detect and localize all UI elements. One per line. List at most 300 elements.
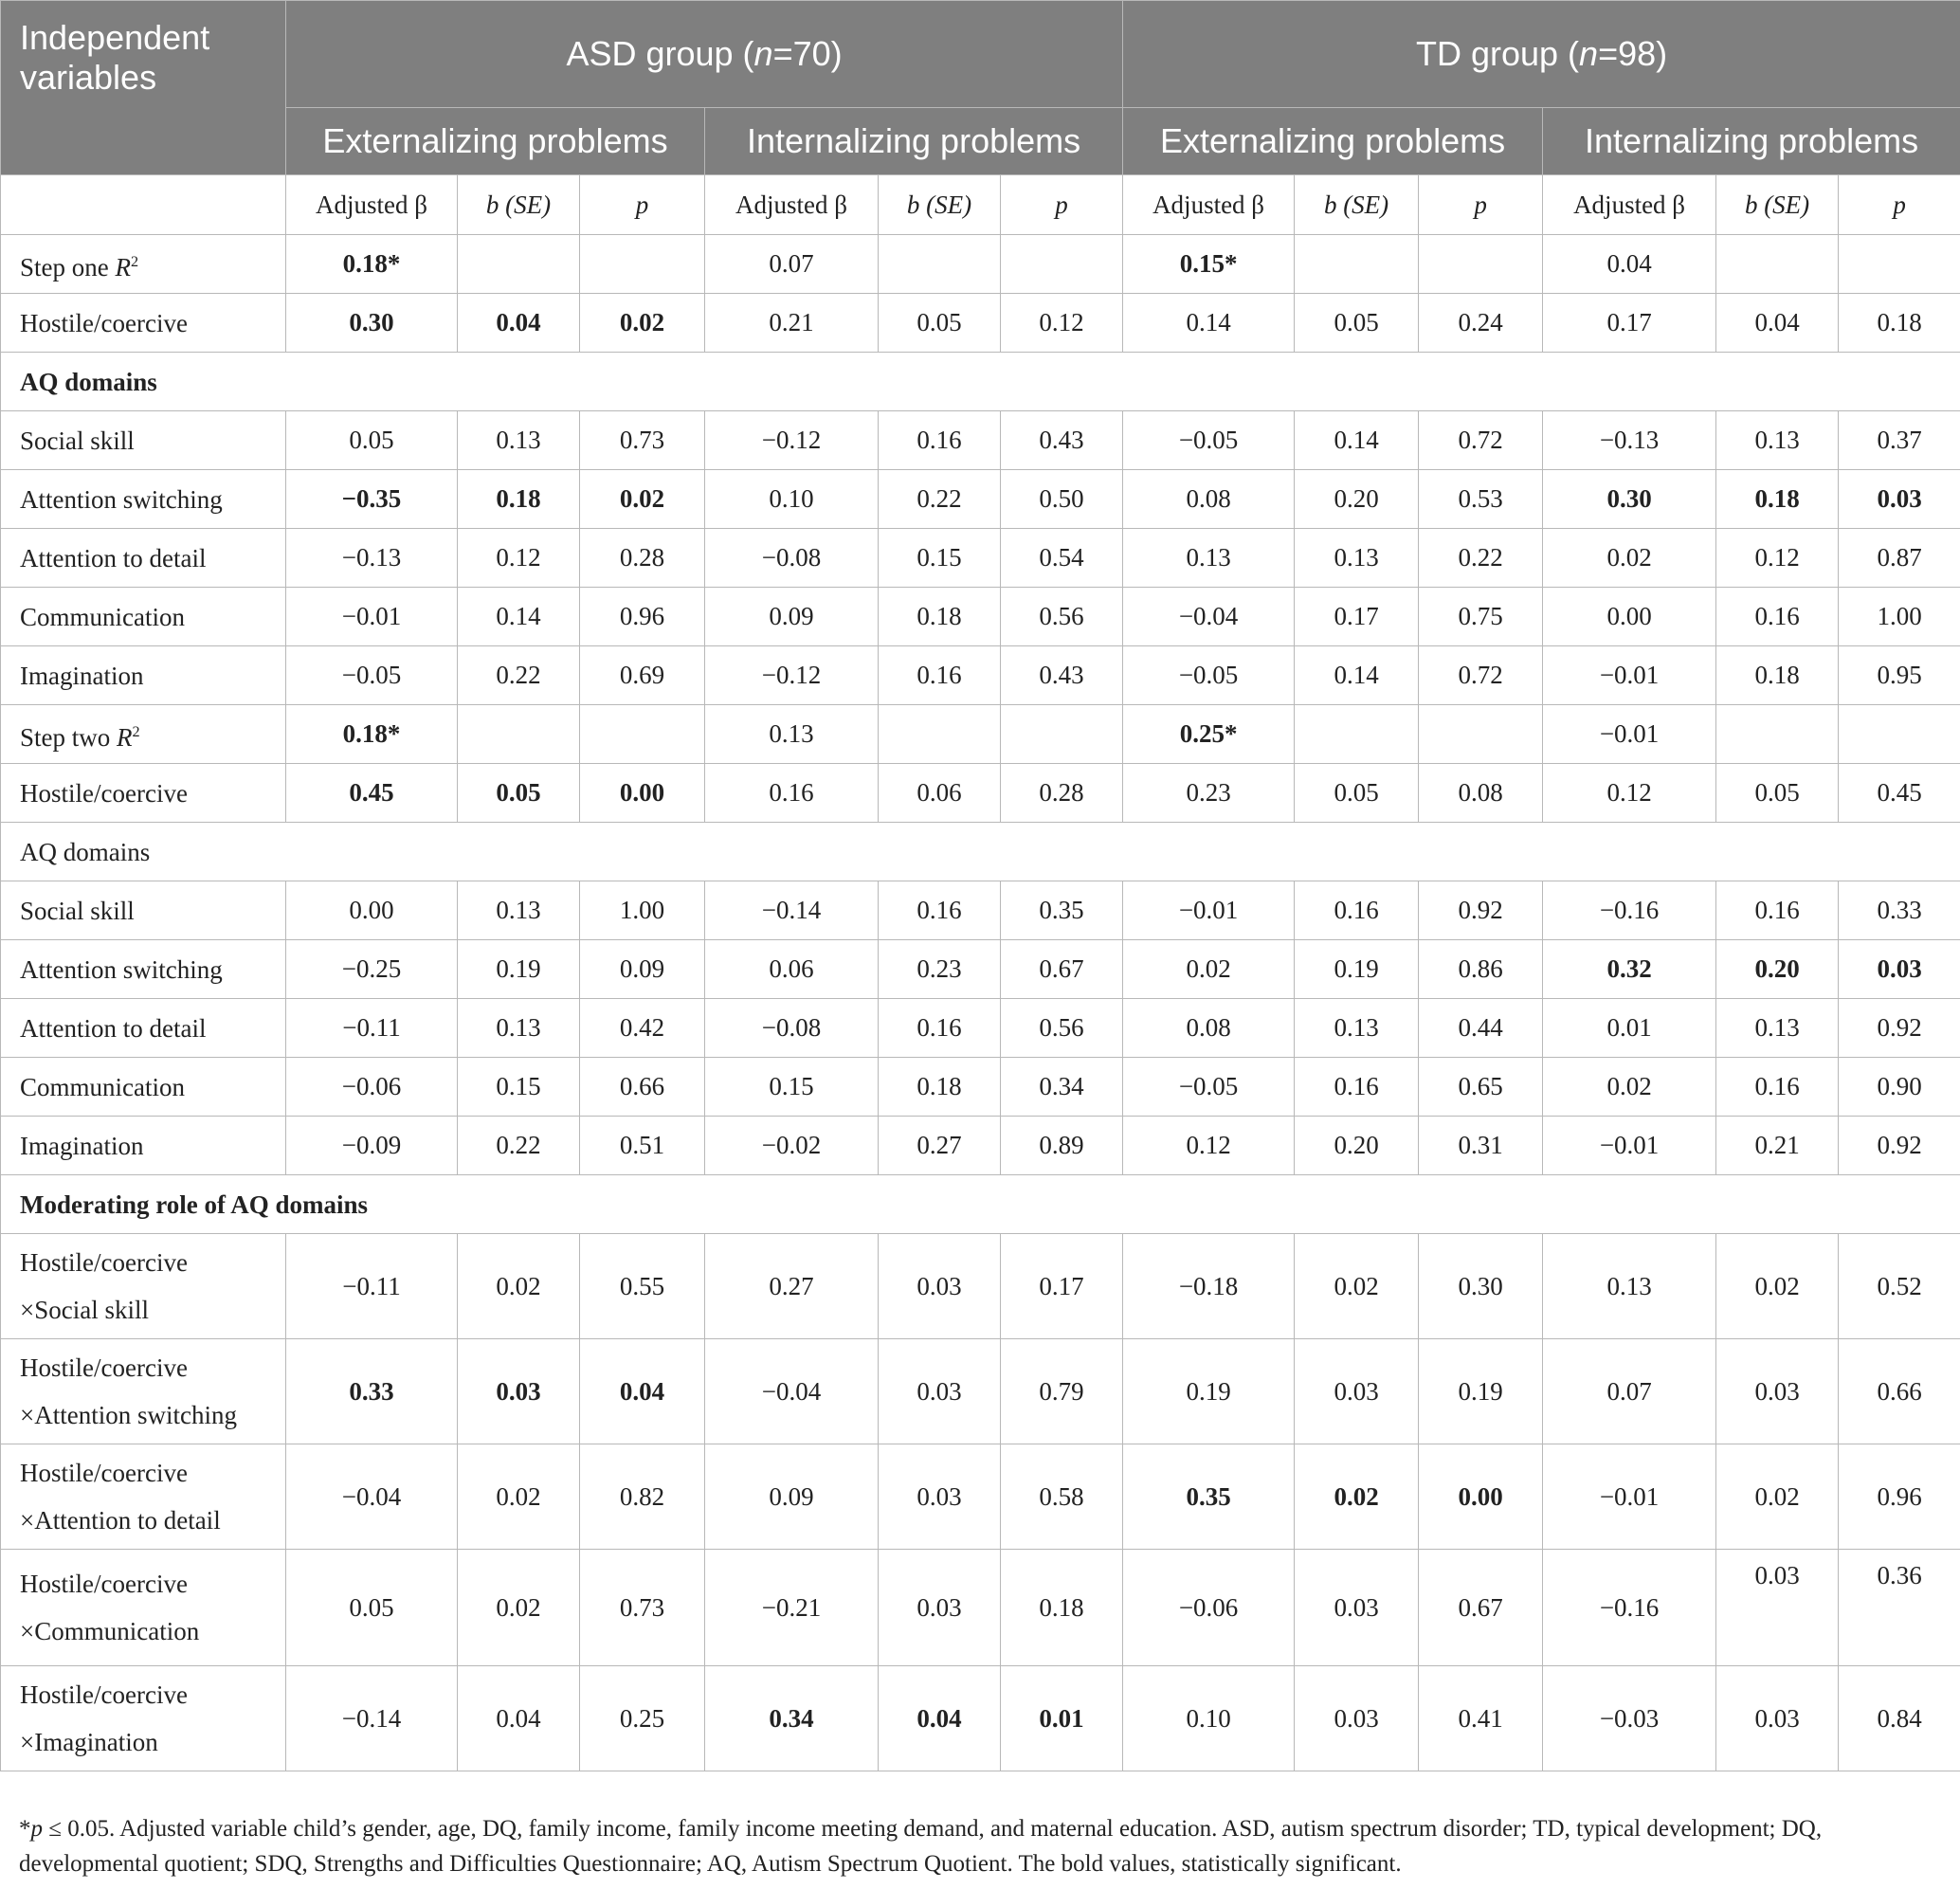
cell-asd-int-b-se: 0.16 [879,646,1001,705]
cell-td-int-b-se: 0.13 [1716,999,1839,1058]
cell-asd-ext-b-se [458,235,580,294]
table-row-social-1 [1,411,1960,470]
cell-td-int-beta: −0.16 [1543,881,1716,940]
cell-asd-ext-p: 0.51 [580,1117,705,1175]
cell-td-ext-b-se: 0.03 [1295,1666,1419,1771]
cell-asd-ext-beta: −0.06 [286,1058,458,1117]
cell-asd-ext-p [580,705,705,764]
table-row-moderating [1,1175,1960,1234]
cell-asd-ext-b-se: 0.19 [458,940,580,999]
cell-asd-int-p: 0.35 [1001,881,1123,940]
table-row-attn-detail-1 [1,529,1960,588]
cell-asd-ext-beta: 0.18* [286,235,458,294]
cell-asd-ext-p: 0.42 [580,999,705,1058]
cell-asd-ext-beta: 0.18* [286,705,458,764]
col-b-se: b (SE) [1295,175,1419,235]
table-row-attn-switch-1 [1,470,1960,529]
cell-td-ext-b-se: 0.17 [1295,588,1419,646]
row-label [1,1234,286,1339]
cell-td-ext-p: 0.24 [1419,294,1543,353]
cell-td-ext-beta: 0.08 [1123,470,1295,529]
cell-asd-ext-p: 1.00 [580,881,705,940]
cell-td-int-p: 0.84 [1839,1666,1960,1771]
cell-asd-ext-p: 0.69 [580,646,705,705]
table-row-aq-domains-2 [1,823,1960,881]
cell-asd-ext-beta: −0.05 [286,646,458,705]
cell-td-int-p: 0.95 [1839,646,1960,705]
table-row-attn-detail-2 [1,999,1960,1058]
cell-asd-int-b-se: 0.27 [879,1117,1001,1175]
cell-asd-ext-p: 0.00 [580,764,705,823]
row-label-line-2: ×Attention switching [20,1401,237,1429]
cell-td-int-p: 0.92 [1839,1117,1960,1175]
cell-asd-ext-beta: −0.04 [286,1444,458,1550]
cell-td-int-beta: 0.12 [1543,764,1716,823]
cell-asd-int-beta: 0.27 [705,1234,879,1339]
cell-td-ext-beta: −0.05 [1123,1058,1295,1117]
table-row-aq-domains-1 [1,353,1960,411]
cell-asd-ext-p: 0.09 [580,940,705,999]
cell-asd-int-b-se: 0.15 [879,529,1001,588]
asd-group-label: ASD group (n=70) [566,34,843,73]
row-label: Social skill [1,411,286,470]
row-label-line-1: Hostile/coercive [20,1680,188,1709]
cell-td-ext-beta: −0.18 [1123,1234,1295,1339]
cell-asd-int-beta: −0.04 [705,1339,879,1444]
table-row-comm-1 [1,588,1960,646]
asd-internalizing-header: Internalizing problems [705,108,1123,175]
cell-td-ext-b-se: 0.20 [1295,470,1419,529]
cell-asd-int-beta: −0.12 [705,646,879,705]
cell-asd-ext-b-se: 0.02 [458,1234,580,1339]
cell-td-ext-p: 0.75 [1419,588,1543,646]
cell-asd-int-p: 0.56 [1001,999,1123,1058]
cell-asd-ext-b-se: 0.13 [458,881,580,940]
cell-td-ext-p [1419,705,1543,764]
cell-asd-int-beta: −0.12 [705,411,879,470]
cell-td-ext-b-se: 0.14 [1295,646,1419,705]
cell-asd-ext-p: 0.25 [580,1666,705,1771]
cell-asd-int-beta: 0.34 [705,1666,879,1771]
cell-td-ext-beta: 0.10 [1123,1666,1295,1771]
cell-td-ext-beta: 0.23 [1123,764,1295,823]
cell-asd-ext-beta: −0.35 [286,470,458,529]
row-label: Imagination [1,646,286,705]
cell-td-int-b-se: 0.16 [1716,1058,1839,1117]
cell-asd-ext-beta: −0.13 [286,529,458,588]
row-label-line-2: ×Social skill [20,1296,149,1324]
cell-td-int-p: 0.37 [1839,411,1960,470]
table-row-x-social [1,1234,1960,1339]
cell-asd-int-p: 0.18 [1001,1550,1123,1666]
cell-td-int-b-se: 0.02 [1716,1444,1839,1550]
column-header-row [1,175,1960,235]
cell-td-int-b-se: 0.18 [1716,646,1839,705]
row-label-line-1: Hostile/coercive [20,1353,188,1382]
col-p: p [1001,175,1123,235]
cell-asd-int-beta: 0.09 [705,588,879,646]
cell-td-ext-p: 0.65 [1419,1058,1543,1117]
cell-td-int-beta: 0.01 [1543,999,1716,1058]
cell-td-int-beta: 0.04 [1543,235,1716,294]
cell-td-int-beta: −0.13 [1543,411,1716,470]
cell-td-int-b-se: 0.18 [1716,470,1839,529]
cell-asd-int-beta: 0.06 [705,940,879,999]
cell-asd-int-b-se: 0.16 [879,411,1001,470]
cell-asd-ext-beta: 0.00 [286,881,458,940]
cell-asd-int-b-se: 0.03 [879,1550,1001,1666]
cell-td-int-p: 0.03 [1839,940,1960,999]
cell-td-int-beta: 0.02 [1543,529,1716,588]
td-externalizing-header: Externalizing problems [1123,108,1543,175]
cell-td-ext-b-se: 0.03 [1295,1550,1419,1666]
cell-td-int-p: 0.33 [1839,881,1960,940]
cell-td-ext-b-se: 0.02 [1295,1234,1419,1339]
td-group-label: TD group (n=98) [1415,34,1668,73]
cell-td-ext-beta: 0.13 [1123,529,1295,588]
cell-asd-int-b-se [879,235,1001,294]
cell-td-int-b-se: 0.16 [1716,588,1839,646]
cell-asd-int-beta: 0.10 [705,470,879,529]
cell-td-int-beta: 0.17 [1543,294,1716,353]
cell-asd-int-b-se: 0.18 [879,588,1001,646]
cell-asd-ext-b-se [458,705,580,764]
cell-asd-ext-beta: −0.01 [286,588,458,646]
cell-td-int-b-se: 0.16 [1716,881,1839,940]
cell-td-ext-b-se: 0.13 [1295,999,1419,1058]
table-row-x-attn-detail [1,1444,1960,1550]
row-label-line-1: Hostile/coercive [20,1459,188,1487]
col-p: p [1419,175,1543,235]
cell-td-ext-beta: 0.14 [1123,294,1295,353]
cell-asd-int-p: 0.28 [1001,764,1123,823]
cell-td-ext-beta: −0.01 [1123,881,1295,940]
cell-td-int-p: 0.03 [1839,470,1960,529]
col-adjusted-beta: Adjusted β [1123,175,1295,235]
cell-td-int-p: 1.00 [1839,588,1960,646]
cell-asd-int-beta: 0.16 [705,764,879,823]
cell-td-int-beta: −0.01 [1543,705,1716,764]
row-label-line-2: ×Attention to detail [20,1506,221,1535]
row-label-line-1: Hostile/coercive [20,1248,188,1277]
r2-label: Step one $R^2$ [20,252,139,282]
cell-asd-int-beta: 0.07 [705,235,879,294]
cell-asd-int-p: 0.79 [1001,1339,1123,1444]
row-label [1,1550,286,1666]
cell-td-ext-beta: 0.02 [1123,940,1295,999]
cell-asd-ext-p: 0.66 [580,1058,705,1117]
cell-asd-ext-beta: 0.05 [286,411,458,470]
row-label: Attention switching [1,940,286,999]
cell-td-ext-beta: 0.15* [1123,235,1295,294]
cell-asd-int-b-se: 0.18 [879,1058,1001,1117]
cell-asd-ext-beta: −0.09 [286,1117,458,1175]
row-label-line-2: ×Communication [20,1617,200,1645]
cell-td-ext-p: 0.19 [1419,1339,1543,1444]
cell-td-ext-p: 0.72 [1419,646,1543,705]
cell-td-int-p [1839,235,1960,294]
cell-td-int-p: 0.90 [1839,1058,1960,1117]
cell-asd-int-p: 0.43 [1001,646,1123,705]
row-label [1,1666,286,1771]
cell-td-ext-b-se: 0.20 [1295,1117,1419,1175]
cell-td-ext-beta: 0.25* [1123,705,1295,764]
cell-asd-int-beta: −0.02 [705,1117,879,1175]
cell-td-int-b-se: 0.12 [1716,529,1839,588]
cell-asd-int-beta: −0.08 [705,529,879,588]
cell-asd-int-b-se: 0.04 [879,1666,1001,1771]
row-label: Hostile/coercive [1,764,286,823]
cell-asd-ext-p: 0.02 [580,294,705,353]
cell-asd-ext-b-se: 0.22 [458,1117,580,1175]
cell-asd-ext-p: 0.73 [580,1550,705,1666]
table-row-imag-2 [1,1117,1960,1175]
cell-td-int-b-se: 0.03 [1716,1339,1839,1444]
cell-td-ext-beta: −0.05 [1123,646,1295,705]
row-label: Communication [1,1058,286,1117]
cell-asd-int-p [1001,235,1123,294]
cell-asd-ext-b-se: 0.22 [458,646,580,705]
cell-td-ext-p: 0.08 [1419,764,1543,823]
table-row-hostile-2 [1,764,1960,823]
cell-td-int-b-se: 0.21 [1716,1117,1839,1175]
cell-asd-int-beta: −0.08 [705,999,879,1058]
cell-asd-ext-b-se: 0.05 [458,764,580,823]
cell-td-ext-p: 0.67 [1419,1550,1543,1666]
cell-asd-int-p: 0.12 [1001,294,1123,353]
cell-asd-int-p: 0.54 [1001,529,1123,588]
cell-td-ext-p [1419,235,1543,294]
row-label [1,1444,286,1550]
table-row-step-one-r2 [1,235,1960,294]
cell-td-int-beta: −0.01 [1543,1444,1716,1550]
cell-td-ext-p: 0.72 [1419,411,1543,470]
cell-asd-ext-beta: 0.33 [286,1339,458,1444]
row-label: Attention to detail [1,529,286,588]
cell-asd-int-p: 0.56 [1001,588,1123,646]
table-row-social-2 [1,881,1960,940]
cell-asd-int-beta: 0.15 [705,1058,879,1117]
col-b-se: b (SE) [1716,175,1839,235]
cell-td-ext-b-se: 0.14 [1295,411,1419,470]
col-p: p [580,175,705,235]
cell-asd-ext-b-se: 0.04 [458,294,580,353]
cell-asd-int-b-se: 0.23 [879,940,1001,999]
cell-asd-ext-b-se: 0.18 [458,470,580,529]
cell-td-int-p [1839,705,1960,764]
row-label: Attention switching [1,470,286,529]
cell-asd-ext-b-se: 0.02 [458,1444,580,1550]
table-row-hostile-1 [1,294,1960,353]
table-row-imag-1 [1,646,1960,705]
cell-asd-int-p: 0.67 [1001,940,1123,999]
cell-asd-int-b-se: 0.16 [879,881,1001,940]
cell-td-int-beta: 0.02 [1543,1058,1716,1117]
cell-asd-int-b-se: 0.03 [879,1444,1001,1550]
row-label-line-1: Hostile/coercive [20,1570,188,1598]
cell-asd-ext-p: 0.55 [580,1234,705,1339]
independent-variables-header: Independent variables [1,1,286,175]
cell-td-int-beta: −0.01 [1543,646,1716,705]
cell-td-ext-b-se: 0.05 [1295,294,1419,353]
col-b-se: b (SE) [879,175,1001,235]
cell-asd-int-b-se: 0.22 [879,470,1001,529]
cell-asd-ext-p [580,235,705,294]
cell-asd-int-beta: 0.21 [705,294,879,353]
cell-td-int-beta: 0.32 [1543,940,1716,999]
cell-asd-int-p [1001,705,1123,764]
cell-td-int-p: 0.87 [1839,529,1960,588]
cell-td-ext-p: 0.22 [1419,529,1543,588]
cell-asd-ext-p: 0.73 [580,411,705,470]
cell-td-int-b-se: 0.03 [1716,1550,1839,1666]
cell-td-ext-b-se: 0.03 [1295,1339,1419,1444]
col-adjusted-beta: Adjusted β [286,175,458,235]
cell-td-int-p: 0.18 [1839,294,1960,353]
row-label [1,705,286,764]
col-adjusted-beta: Adjusted β [1543,175,1716,235]
cell-td-ext-beta: −0.05 [1123,411,1295,470]
table-row-x-comm [1,1550,1960,1666]
cell-asd-int-p: 0.01 [1001,1666,1123,1771]
empty-cell [1,175,286,235]
cell-td-ext-b-se: 0.13 [1295,529,1419,588]
cell-td-int-b-se [1716,235,1839,294]
row-label-line-2: ×Imagination [20,1728,158,1756]
cell-asd-ext-b-se: 0.13 [458,411,580,470]
cell-asd-int-beta: −0.21 [705,1550,879,1666]
cell-asd-ext-beta: 0.05 [286,1550,458,1666]
row-label: Social skill [1,881,286,940]
cell-asd-int-beta: −0.14 [705,881,879,940]
cell-td-ext-p: 0.00 [1419,1444,1543,1550]
cell-td-int-b-se: 0.04 [1716,294,1839,353]
cell-td-ext-b-se: 0.16 [1295,881,1419,940]
cell-td-int-p: 0.66 [1839,1339,1960,1444]
cell-asd-int-p: 0.43 [1001,411,1123,470]
cell-td-ext-p: 0.86 [1419,940,1543,999]
cell-td-int-b-se: 0.03 [1716,1666,1839,1771]
row-label: Hostile/coercive [1,294,286,353]
cell-asd-ext-b-se: 0.02 [458,1550,580,1666]
cell-td-int-beta: 0.00 [1543,588,1716,646]
cell-asd-int-beta: 0.09 [705,1444,879,1550]
cell-td-ext-p: 0.31 [1419,1117,1543,1175]
cell-td-int-b-se: 0.05 [1716,764,1839,823]
asd-group-header [286,1,1123,108]
cell-td-ext-b-se [1295,705,1419,764]
cell-td-int-beta: −0.03 [1543,1666,1716,1771]
cell-td-int-p: 0.96 [1839,1444,1960,1550]
row-label: Communication [1,588,286,646]
cell-asd-ext-p: 0.28 [580,529,705,588]
td-internalizing-header: Internalizing problems [1543,108,1960,175]
cell-asd-int-p: 0.34 [1001,1058,1123,1117]
cell-td-int-beta: 0.07 [1543,1339,1716,1444]
cell-td-int-b-se [1716,705,1839,764]
cell-td-int-b-se: 0.13 [1716,411,1839,470]
table-row-x-attn-switch [1,1339,1960,1444]
cell-td-int-p: 0.92 [1839,999,1960,1058]
table-row-comm-2 [1,1058,1960,1117]
cell-td-ext-beta: 0.19 [1123,1339,1295,1444]
cell-td-int-beta: 0.30 [1543,470,1716,529]
cell-asd-ext-p: 0.02 [580,470,705,529]
cell-td-ext-b-se: 0.05 [1295,764,1419,823]
cell-asd-int-b-se: 0.03 [879,1339,1001,1444]
col-adjusted-beta: Adjusted β [705,175,879,235]
asd-externalizing-header: Externalizing problems [286,108,705,175]
cell-asd-ext-beta: −0.14 [286,1666,458,1771]
cell-td-ext-p: 0.30 [1419,1234,1543,1339]
cell-td-int-b-se: 0.02 [1716,1234,1839,1339]
section-label: AQ domains [1,823,1960,881]
table-footnote: *p ≤ 0.05. Adjusted variable child’s gender, age, DQ, family income, family income meeting demand, and maternal education. ASD, autism spectrum disorder; TD, typical development; DQ, developmental quotient; SDQ, Strengths and Difficulties Questionnaire; AQ, Autism Spectrum Quotient. The bold values, statistically significant. [19,1816,1823,1877]
cell-asd-ext-p: 0.82 [580,1444,705,1550]
col-p: p [1839,175,1960,235]
cell-td-ext-beta: 0.12 [1123,1117,1295,1175]
cell-asd-ext-b-se: 0.03 [458,1339,580,1444]
cell-td-ext-p: 0.44 [1419,999,1543,1058]
cell-asd-ext-beta: −0.11 [286,999,458,1058]
cell-asd-ext-beta: 0.30 [286,294,458,353]
table-row-attn-switch-2 [1,940,1960,999]
cell-asd-ext-b-se: 0.15 [458,1058,580,1117]
cell-asd-ext-b-se: 0.14 [458,588,580,646]
cell-asd-int-p: 0.58 [1001,1444,1123,1550]
section-label: AQ domains [1,353,1960,411]
cell-asd-int-p: 0.17 [1001,1234,1123,1339]
col-b-se: b (SE) [458,175,580,235]
cell-td-ext-p: 0.53 [1419,470,1543,529]
cell-td-int-p: 0.45 [1839,764,1960,823]
cell-td-ext-b-se: 0.16 [1295,1058,1419,1117]
cell-td-ext-b-se: 0.19 [1295,940,1419,999]
cell-asd-ext-p: 0.96 [580,588,705,646]
td-group-header [1123,1,1960,108]
cell-asd-int-beta: 0.13 [705,705,879,764]
cell-td-ext-p: 0.92 [1419,881,1543,940]
cell-asd-int-b-se: 0.05 [879,294,1001,353]
cell-td-ext-beta: 0.08 [1123,999,1295,1058]
cell-asd-ext-b-se: 0.04 [458,1666,580,1771]
cell-td-ext-beta: 0.35 [1123,1444,1295,1550]
cell-td-int-p: 0.36 [1839,1550,1960,1666]
cell-asd-int-b-se: 0.03 [879,1234,1001,1339]
row-label: Attention to detail [1,999,286,1058]
cell-td-ext-b-se [1295,235,1419,294]
r2-label: Step two $R^2$ [20,722,140,752]
cell-td-int-beta: −0.16 [1543,1550,1716,1666]
section-label: Moderating role of AQ domains [1,1175,1960,1234]
cell-td-ext-beta: −0.04 [1123,588,1295,646]
table-row-step-two-r2 [1,705,1960,764]
cell-asd-int-b-se: 0.16 [879,999,1001,1058]
cell-asd-int-p: 0.50 [1001,470,1123,529]
cell-td-int-beta: 0.13 [1543,1234,1716,1339]
cell-asd-ext-b-se: 0.12 [458,529,580,588]
cell-asd-int-b-se [879,705,1001,764]
row-label: Imagination [1,1117,286,1175]
cell-asd-ext-p: 0.04 [580,1339,705,1444]
cell-asd-int-b-se: 0.06 [879,764,1001,823]
table-row-x-imag [1,1666,1960,1771]
row-label [1,235,286,294]
cell-asd-ext-beta: 0.45 [286,764,458,823]
cell-td-ext-beta: −0.06 [1123,1550,1295,1666]
cell-asd-ext-beta: −0.25 [286,940,458,999]
cell-td-int-p: 0.52 [1839,1234,1960,1339]
